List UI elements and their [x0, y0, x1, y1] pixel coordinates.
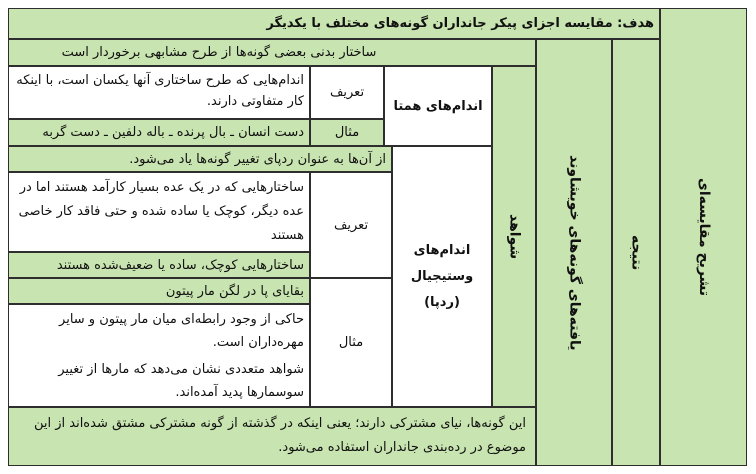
side-label-result: نتیجه	[628, 234, 645, 271]
intro-text: ساختار بدنی بعضی گونه‌ها از طرح مشابهی برخوردار است	[61, 45, 377, 60]
homologous-definition: اندام‌هایی که طرح ساختاری آنها یکسان است، با اینکه کار متفاوتی دارند.	[16, 73, 304, 109]
homologous-example-label: مثال	[334, 125, 360, 140]
vestigial-example1: بقایای پا در لگن مار پیتون	[165, 284, 304, 299]
homologous-example: دست انسان ـ بال پرنده ـ باله دلفین ـ دست گربه	[42, 125, 304, 140]
vestigial-definition: ساختارهایی که در یک عده بسیار کارآمد هستند اما در عده دیگر، کوچک یا ساده شده و حتی فاقد کار خاصی هستند	[18, 180, 304, 243]
side-label-evidence: شواهد	[506, 213, 523, 260]
vestigial-example2: حاکی از وجود رابطه‌ای میان مار پیتون و سایر مهره‌داران است.	[59, 312, 304, 350]
conclusion-text: این گونه‌ها، نیای مشترکی دارند؛ یعنی اینکه در گذشته از گونه مشترکی مشتق شده‌اند از این موضوع در رده‌بندی جانداران استفاده می‌شود.	[33, 416, 526, 455]
vestigial-example-label: مثال	[338, 335, 364, 350]
side-label-comparative-anatomy: تشریح مقایسه‌ای	[696, 177, 712, 297]
homologous-definition-label: تعریف	[329, 85, 365, 100]
side-label-related-species: یافته‌های گونه‌های خویشاوند	[566, 154, 583, 351]
vestigial-definition2: ساختارهایی کوچک، ساده یا ضعیف‌شده هستند	[56, 258, 304, 273]
homologous-label: اندام‌های همتا	[393, 98, 483, 114]
vestigial-example3: شواهد متعددی نشان می‌دهد که مارها از تغییر سوسمارها پدید آمده‌اند.	[58, 362, 304, 400]
vestigial-label: اندام‌های وستیجیال (ردپا)	[410, 242, 474, 310]
vestigial-intro: از آن‌ها به عنوان ردپای تغییر گونه‌ها یاد می‌شود.	[129, 152, 386, 167]
page-title: هدف: مقایسه اجزای پیکر جانداران گونه‌های مختلف با یکدیگر	[266, 16, 654, 31]
vestigial-definition-label: تعریف	[333, 217, 369, 233]
